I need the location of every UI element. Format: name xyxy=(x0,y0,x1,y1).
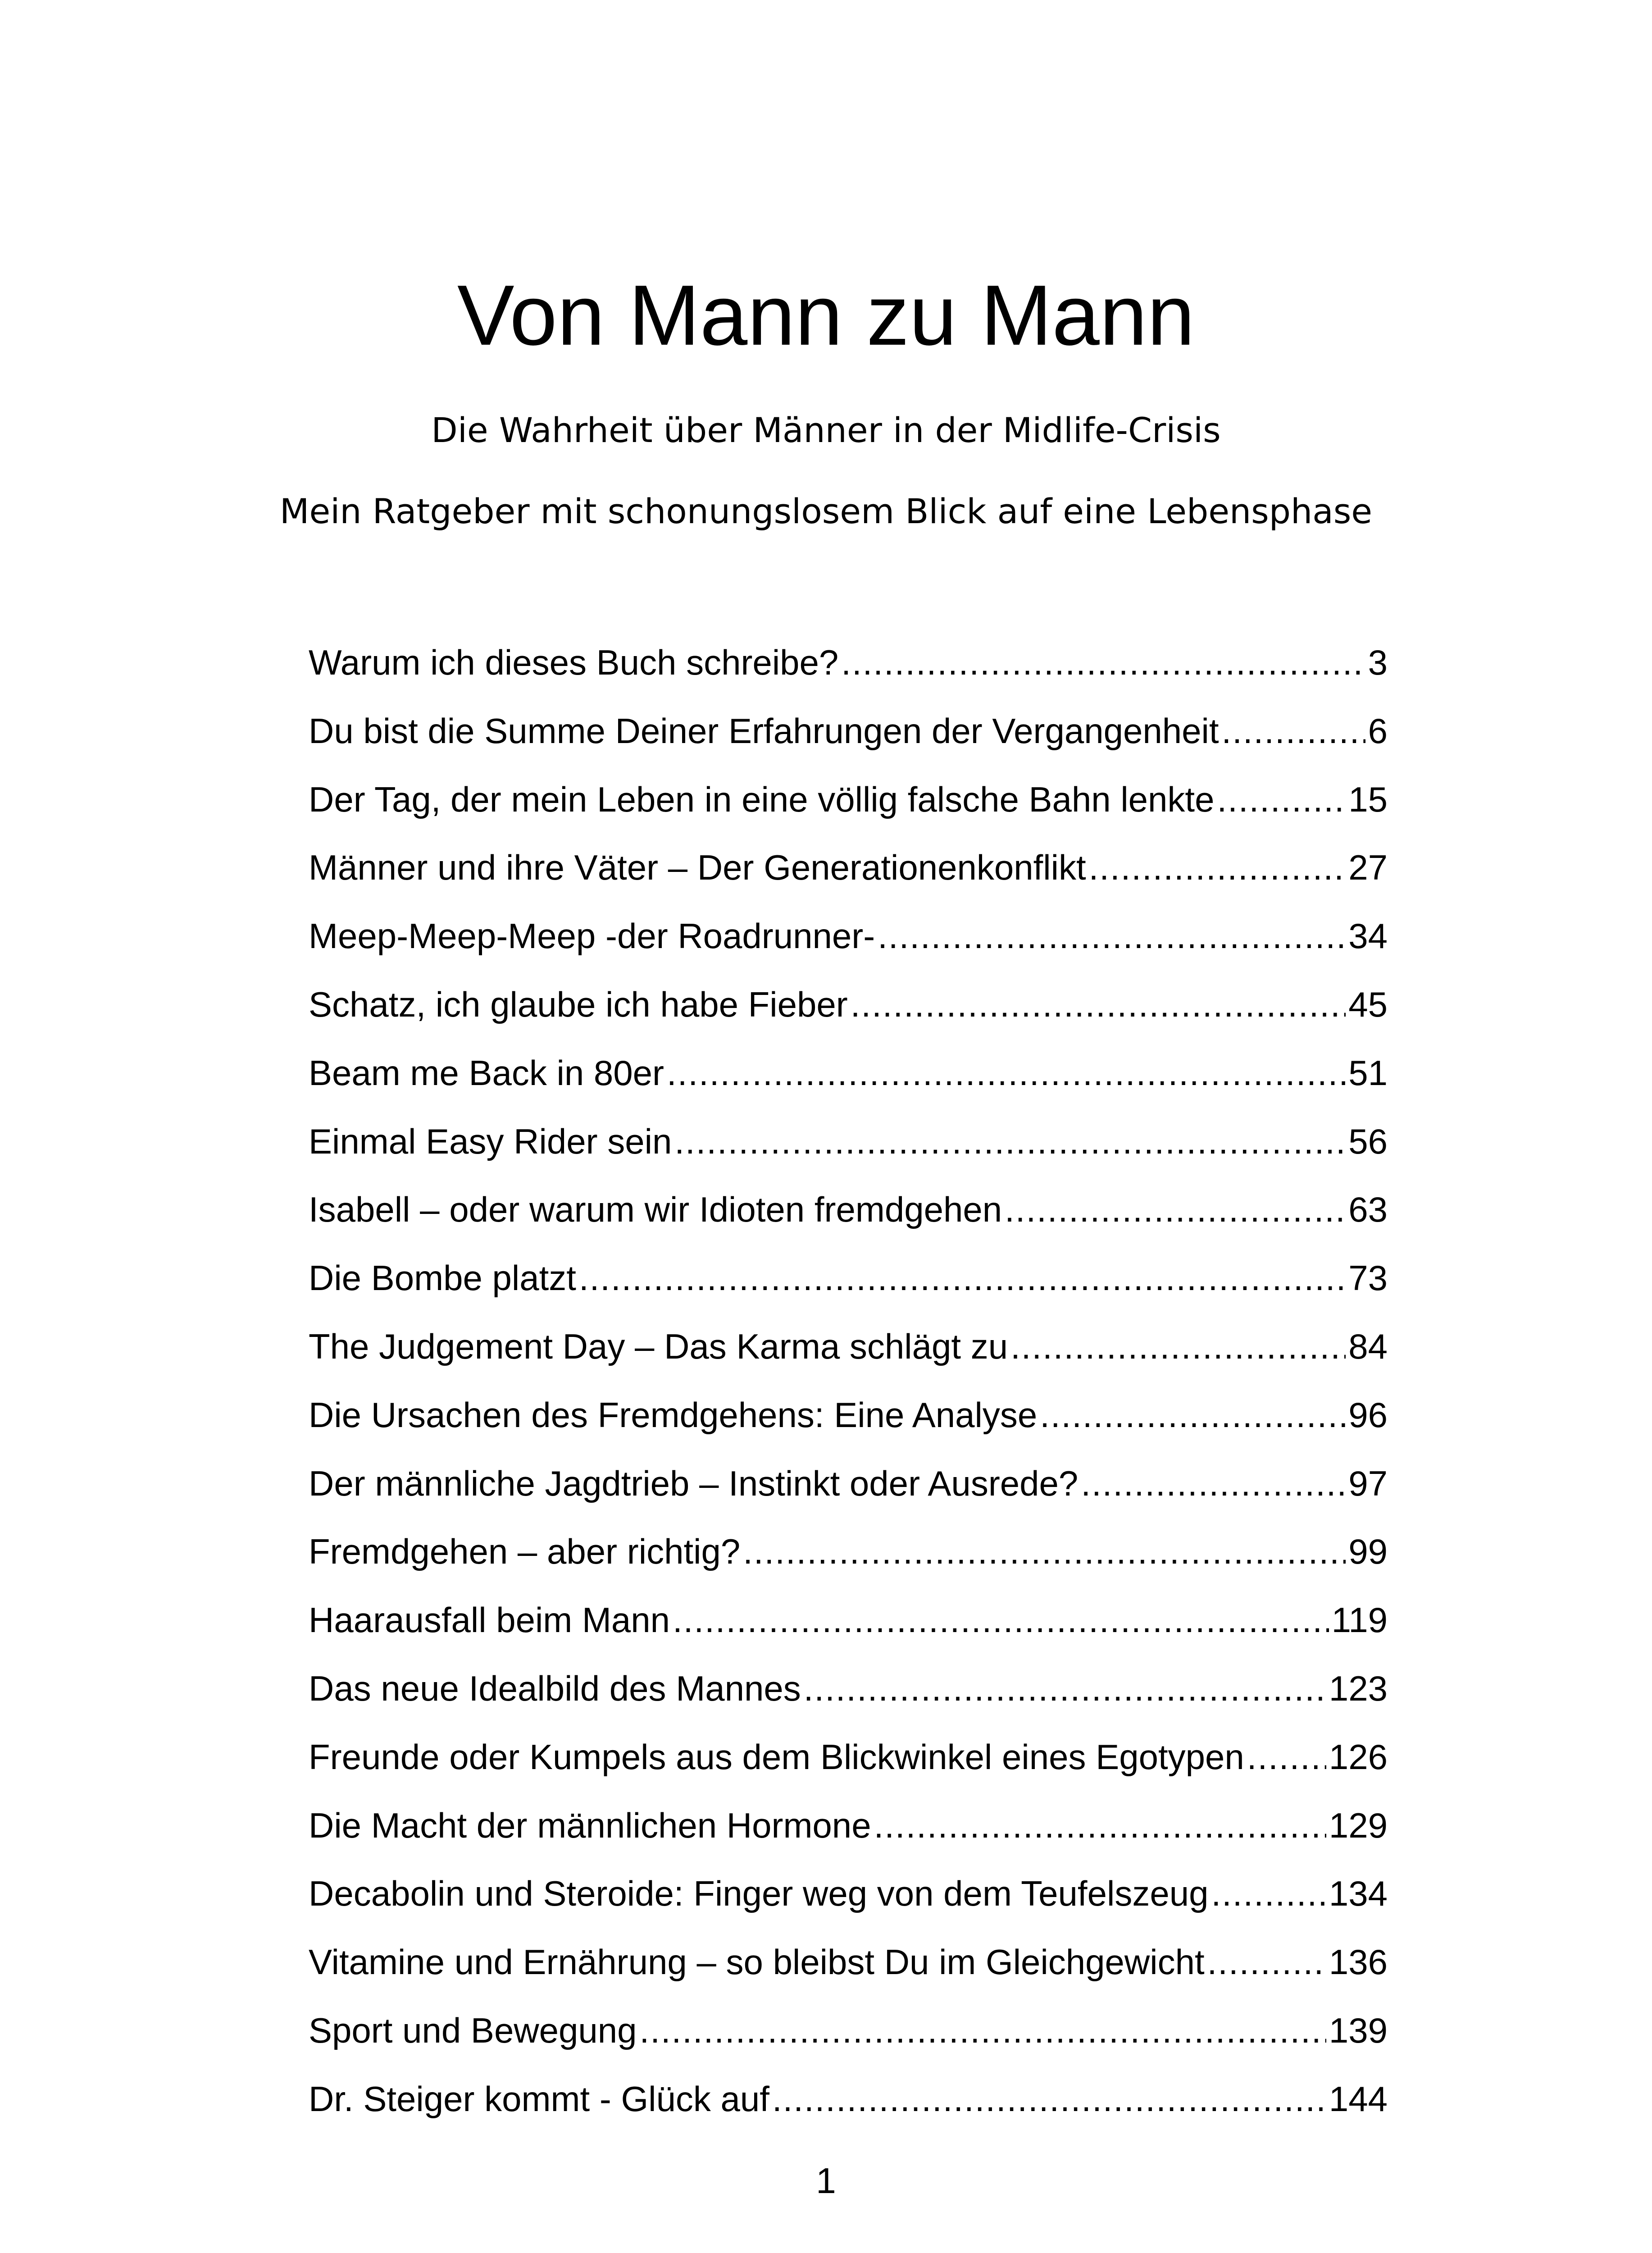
toc-entry[interactable] xyxy=(309,913,1388,982)
toc-entry-page: 45 xyxy=(1348,984,1388,1024)
toc-entry-title: Die Macht der männlichen Hormone xyxy=(309,1805,871,1845)
subtitle-secondary: Mein Ratgeber mit schonungslosem Blick auf eine Lebensphase xyxy=(279,491,1373,531)
toc-entry-title: Der männliche Jagdtrieb – Instinkt oder Ausrede? xyxy=(309,1463,1079,1503)
toc-leader-dots xyxy=(1207,1939,1326,1984)
toc-leader-dots xyxy=(743,1529,1346,1574)
toc-leader-dots xyxy=(851,982,1346,1027)
toc-entry-page: 119 xyxy=(1331,1600,1388,1640)
toc-entry[interactable] xyxy=(309,1050,1388,1119)
toc-entry-title: Die Ursachen des Fremdgehens: Eine Analyse xyxy=(309,1395,1038,1435)
toc-entry[interactable] xyxy=(309,1119,1388,1187)
toc-entry-title: Die Bombe platzt xyxy=(309,1258,576,1298)
toc-entry[interactable] xyxy=(309,1871,1388,1939)
toc-leader-dots xyxy=(579,1255,1346,1300)
toc-entry-title: Decabolin und Steroide: Finger weg von dem Teufelszeug xyxy=(309,1874,1209,1914)
toc-leader-dots xyxy=(674,1119,1346,1164)
toc-entry-page: 97 xyxy=(1348,1463,1388,1503)
toc-entry-title: Der Tag, der mein Leben in eine völlig falsche Bahn lenkte xyxy=(309,779,1215,819)
toc-leader-dots xyxy=(673,1597,1329,1642)
toc-entry-page: 139 xyxy=(1329,2010,1388,2050)
toc-entry[interactable] xyxy=(309,1939,1388,2008)
toc-entry[interactable] xyxy=(309,1392,1388,1461)
page-number: 1 xyxy=(816,2161,836,2201)
toc-entry-page: 3 xyxy=(1368,643,1388,682)
toc-entry-title: Beam me Back in 80er xyxy=(309,1053,664,1093)
toc-entry[interactable] xyxy=(309,1803,1388,1871)
toc-entry-page: 123 xyxy=(1329,1668,1388,1708)
toc-leader-dots xyxy=(1081,1461,1346,1506)
toc-leader-dots xyxy=(1010,1324,1346,1369)
toc-entry[interactable] xyxy=(309,1666,1388,1734)
toc-entry-page: 63 xyxy=(1348,1190,1388,1230)
toc-leader-dots xyxy=(878,913,1346,958)
toc-entry-title: Fremdgehen – aber richtig? xyxy=(309,1532,741,1572)
toc-entry-title: Dr. Steiger kommt - Glück auf xyxy=(309,2079,769,2119)
toc-entry-page: 6 xyxy=(1368,711,1388,751)
toc-entry[interactable] xyxy=(309,1597,1388,1666)
toc-entry-page: 144 xyxy=(1329,2079,1388,2119)
toc-leader-dots xyxy=(1217,777,1346,822)
toc-entry-title: Warum ich dieses Buch schreibe? xyxy=(309,643,839,682)
toc-entry-page: 84 xyxy=(1348,1326,1388,1366)
toc-entry-page: 56 xyxy=(1348,1121,1388,1161)
toc-entry-page: 129 xyxy=(1329,1805,1388,1845)
toc-entry[interactable] xyxy=(309,777,1388,845)
toc-entry[interactable] xyxy=(309,708,1388,777)
toc-entry-title: Du bist die Summe Deiner Erfahrungen der Vergangenheit xyxy=(309,711,1219,751)
toc-leader-dots xyxy=(1040,1392,1346,1437)
toc-entry-page: 15 xyxy=(1348,779,1388,819)
toc-leader-dots xyxy=(841,640,1365,685)
toc-entry[interactable] xyxy=(309,1461,1388,1529)
toc-entry-title: Freunde oder Kumpels aus dem Blickwinkel eines Egotypen xyxy=(309,1737,1244,1777)
toc-leader-dots xyxy=(667,1050,1346,1095)
toc-entry-title: Sport und Bewegung xyxy=(309,2010,637,2050)
toc-entry[interactable] xyxy=(309,1529,1388,1597)
book-title: Von Mann zu Mann xyxy=(457,268,1195,363)
toc-leader-dots xyxy=(804,1666,1326,1711)
toc-entry[interactable] xyxy=(309,1734,1388,1803)
toc-entry-title: Meep-Meep-Meep -der Roadrunner- xyxy=(309,916,875,956)
toc-entry-title: Vitamine und Ernährung – so bleibst Du im Gleichgewicht xyxy=(309,1942,1205,1982)
toc-leader-dots xyxy=(874,1803,1326,1848)
toc-entry-page: 126 xyxy=(1329,1737,1388,1777)
toc-entry-page: 134 xyxy=(1329,1874,1388,1914)
toc-entry-page: 99 xyxy=(1348,1532,1388,1572)
toc-entry[interactable] xyxy=(309,982,1388,1050)
toc-entry-title: Schatz, ich glaube ich habe Fieber xyxy=(309,984,848,1024)
toc-entry[interactable] xyxy=(309,1187,1388,1255)
toc-entry[interactable] xyxy=(309,2076,1388,2145)
toc-entry[interactable] xyxy=(309,1255,1388,1324)
toc-leader-dots xyxy=(1222,708,1365,753)
toc-leader-dots xyxy=(1211,1871,1326,1916)
toc-entry-title: The Judgement Day – Das Karma schlägt zu xyxy=(309,1326,1008,1366)
toc-entry-page: 96 xyxy=(1348,1395,1388,1435)
subtitle-primary: Die Wahrheit über Männer in der Midlife-Crisis xyxy=(431,410,1221,450)
toc-leader-dots xyxy=(640,2008,1326,2053)
toc-entry-page: 136 xyxy=(1329,1942,1388,1982)
toc-entry[interactable] xyxy=(309,1324,1388,1392)
toc-entry-title: Isabell – oder warum wir Idioten fremdgehen xyxy=(309,1190,1002,1230)
toc-entry[interactable] xyxy=(309,2008,1388,2076)
toc-entry-page: 51 xyxy=(1348,1053,1388,1093)
toc-entry-title: Männer und ihre Väter – Der Generationenkonflikt xyxy=(309,848,1086,888)
toc-leader-dots xyxy=(1005,1187,1346,1232)
toc-leader-dots xyxy=(772,2076,1326,2121)
toc-entry-page: 73 xyxy=(1348,1258,1388,1298)
toc-entry-page: 27 xyxy=(1348,848,1388,888)
table-of-contents xyxy=(309,640,1388,2145)
toc-leader-dots xyxy=(1089,845,1346,890)
toc-entry-title: Das neue Idealbild des Mannes xyxy=(309,1668,801,1708)
toc-entry[interactable] xyxy=(309,640,1388,708)
toc-entry[interactable] xyxy=(309,845,1388,913)
toc-leader-dots xyxy=(1247,1734,1326,1779)
toc-entry-page: 34 xyxy=(1348,916,1388,956)
toc-entry-title: Haarausfall beim Mann xyxy=(309,1600,670,1640)
toc-entry-title: Einmal Easy Rider sein xyxy=(309,1121,672,1161)
